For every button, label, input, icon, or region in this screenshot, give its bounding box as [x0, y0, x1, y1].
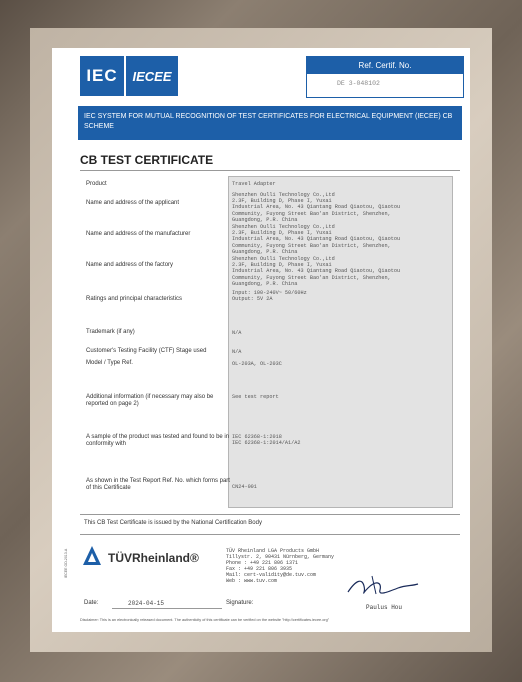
field-label-manufacturer: Name and address of the manufacturer: [86, 231, 191, 237]
divider: [80, 170, 460, 171]
disclaimer-text: Disclaimer: This is an electronically released document. The authenticity of this certificate can be verified on the website "http://certificates.iecee.org": [80, 618, 330, 622]
field-label-test-report: As shown in the Test Report Ref. No. which forms part of this Certificate: [86, 478, 230, 491]
signature-label: Signature:: [226, 600, 254, 606]
field-value-manufacturer: Shenzhen Oulli Technology Co.,Ltd 2.3F, Building D, Phase I, Yuxai Industrial Area, No. 43 Qiantang Road Qiaotou, Qiaotou Community, Fuyong Street Bao'an District, Shenzhen, Guangdong, P.R. China: [232, 224, 401, 255]
iec-logo: IEC: [80, 56, 124, 96]
tuv-rheinland-logo-text: TÜVRheinland®: [108, 551, 199, 565]
date-underline: [112, 608, 222, 609]
field-value-standard: IEC 62368-1:2018 IEC 62368-1:2014/A1/A2: [232, 434, 301, 447]
field-label-ratings: Ratings and principal characteristics: [86, 296, 183, 302]
page-title: CB TEST CERTIFICATE: [80, 153, 214, 167]
handwritten-signature: [342, 572, 422, 602]
divider: [80, 534, 460, 535]
field-value-model: OL-203A, OL-203C: [232, 361, 282, 367]
field-label-product: Product: [86, 181, 107, 187]
field-value-ctf-stage: N/A: [232, 349, 242, 355]
field-value-factory: Shenzhen Oulli Technology Co.,Ltd 2.3F, Building D, Phase I, Yuxai Industrial Area, No. 43 Qiantang Road Qiaotou, Qiaotou Community, Fuyong Street Bao'an District, Shenzhen, Guangdong, P.R. China: [232, 256, 401, 287]
certificate-page: [52, 48, 470, 632]
field-label-trademark: Trademark (if any): [86, 329, 135, 335]
tuv-triangle-icon: [82, 545, 102, 567]
signatory-name: Paulus Hou: [366, 604, 403, 611]
field-label-model: Model / Type Ref.: [86, 360, 133, 366]
field-value-test-report: CN24-001: [232, 484, 257, 490]
issued-by-statement: This CB Test Certificate is issued by the National Certification Body: [84, 520, 262, 526]
field-label-applicant: Name and address of the applicant: [86, 200, 180, 206]
tuv-address: TÜV Rheinland LGA Products GmbH Tillystr. 2, 90431 Nürnberg, Germany Phone : +49 221 806 1371 Fax : +49 221 806 3935 Mail: cert-validity@de.tuv.com Web : www.tuv.com: [226, 548, 335, 584]
ref-certificate-title: Ref. Certif. No.: [307, 57, 463, 74]
field-value-product: Travel Adapter: [232, 181, 276, 187]
field-value-trademark: N/A: [232, 330, 242, 336]
ref-certificate-box: [306, 56, 464, 98]
field-value-applicant: Shenzhen Oulli Technology Co.,Ltd 2.3F, Building D, Phase I, Yuxai Industrial Area, No. 43 Qiantang Road Qiaotou, Qiaotou Community, Fuyong Street Bao'an District, Shenzhen, Guangdong, P.R. China: [232, 192, 401, 223]
iecee-logo: IECEE: [126, 56, 178, 96]
field-label-additional-info: Additional information (if necessary may also be reported on page 2): [86, 394, 214, 407]
field-label-factory: Name and address of the factory: [86, 262, 174, 268]
date-label: Date:: [84, 600, 99, 606]
ref-certificate-number: DE 3-048102: [337, 80, 380, 87]
form-code: IECEE OD-2013-A: [64, 548, 68, 578]
divider: [80, 514, 460, 515]
field-value-additional-info: See test report: [232, 394, 279, 400]
date-value: 2024-04-15: [128, 600, 165, 607]
field-label-standard: A sample of the product was tested and found to be in conformity with: [86, 434, 230, 447]
field-label-ctf-stage: Customer's Testing Facility (CTF) Stage used: [86, 348, 207, 354]
field-value-ratings: Input: 100-240V~ 50/60Hz Output: 5V 2A: [232, 290, 307, 303]
scheme-banner: IEC SYSTEM FOR MUTUAL RECOGNITION OF TEST CERTIFICATES FOR ELECTRICAL EQUIPMENT (IECEE) CB SCHEME: [78, 106, 462, 140]
